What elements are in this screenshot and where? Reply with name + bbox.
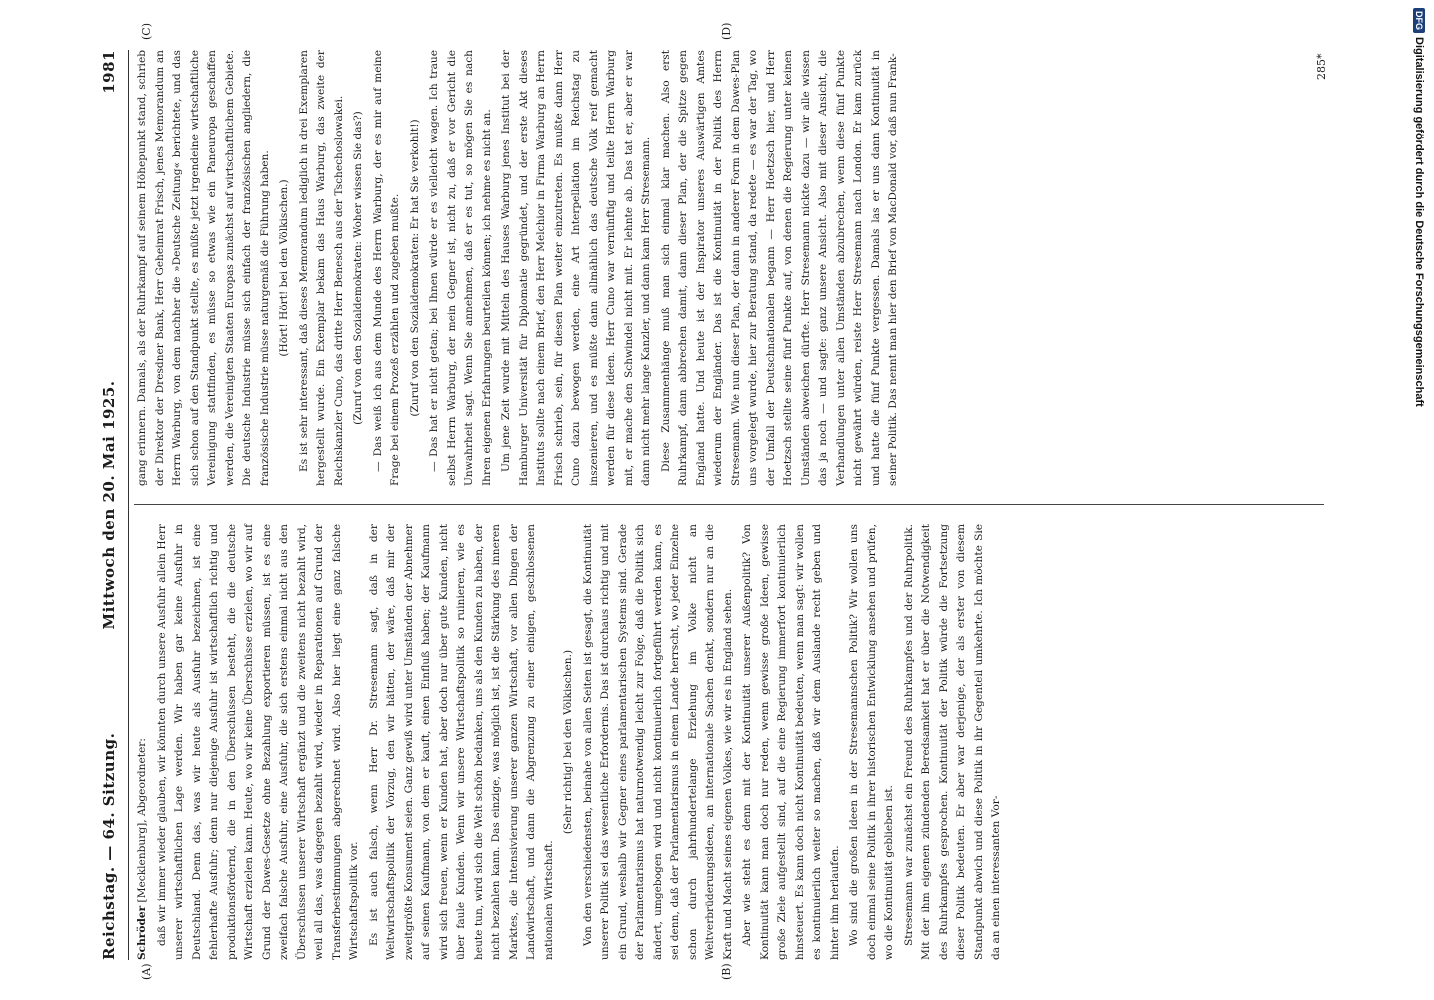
header-center: Mittwoch den 20. Mai 1925.	[100, 380, 118, 630]
margin-mark-a: (A)	[140, 963, 153, 980]
right-column	[134, 50, 905, 486]
margin-mark-d: (D)	[720, 22, 733, 40]
speaker-name: Schröder	[136, 905, 148, 960]
right-paragraph: gang erinnern. Damals, als der Ruhrkampf auf seinem Höhepunkt stand, schrieb der Direktor der Dresdner Bank, Herr Geheimrat Frisch, jenes Memorandum an Herrn Warburg, von dem nachher die »Deutsche Zeitung« berichtete, und das sich schon auf den Standpunkt stellte, es müßte jetzt irgendeine wirtschaftliche Vereinigung stattfinden, es müsse so etwas wie ein Paneuropa geschaffen werden, die Vereinigten Staaten Europas zunächst auf wirtschaftlichem Gebiete. Die deutsche Industrie müsse sich einfach der französischen angliedern, die französische Industrie müsse naturgemäß die Führung haben.	[136, 50, 271, 486]
margin-mark-b: (B)	[720, 963, 733, 980]
header-page-number: 1981	[100, 50, 118, 94]
right-interjection: (Hört! Hört! bei den Völkischen.)	[278, 179, 290, 357]
right-interjection: (Zuruf von den Sozialdemokraten: Er hat Sie verkohlt!)	[408, 119, 421, 417]
speaker-suffix: [Mecklenburg], Abgeordneter:	[136, 738, 148, 903]
footer-sheet-number: 285*	[1315, 53, 1328, 80]
right-paragraph: Es ist sehr interessant, daß dieses Memorandum lediglich in drei Exemplaren hergestellt wurde. Ein Exemplar bekam das Haus Warburg, das zweite der Reichskanzler Cuno, das dritte Herr Benesch aus der Tschechoslowakei.	[297, 50, 345, 486]
rotated-page	[100, 22, 1330, 980]
left-paragraph: Es ist auch falsch, wenn Herr Dr. Stresemann sagt, daß in der Weltwirtschaftspolitik der Vorzug, den wir hätten, der wäre, daß mir der zweitgrößte Konsument seien. Ganz gewiß wird unter Umständen der Abnehmer auf seinen Kaufmann, von dem er kauft, einen Einfluß haben; der Kaufmann wird sich freuen, wenn er Kunden hat, aber doch nur über gute Kunden, nicht über faule Kunden. Wenn wir unsere Wirtschaftspolitik so ruinieren, wie es heute tun, wird sich die Welt schön bedanken, uns als den Kunden zu haben, der nicht bezahlen kann. Das einzige, was möglich ist, ist die Stärkung des inneren Marktes, die Intensivierung unserer ganzen Wirtschaft, vor allen Dingen der Landwirtschaft, und dann die Abgrenzung zu einer einigen, geschlossenen nationalen Wirtschaft.	[367, 524, 555, 960]
left-column	[134, 524, 1008, 960]
digitization-credit	[1404, 0, 1434, 1000]
left-paragraph: Von den verschiedensten, beinahe von allen Seiten ist gesagt, die Kontinuität unserer Politik sei das wesentliche Erfordernis. Das ist durchaus richtig und mit ein Grund, weshalb wir Gegner eines parlamentarischen Systems sind. Gerade der Parlamentarismus hat naturnotwendig leicht zur Folge, daß die Politik sich ändert, umgebogen wird und nicht kontinuierlich fortgeführt werden kann, es sei denn, daß der Parlamentarismus in einem Lande herrscht, wo jeder Einzelne schon durch jahrhundertelange Erziehung im Volke nicht an Weltverbrüderungsideen, an internationale Sachen denkt, sondern nur an die Kraft und Macht seines eigenen Volkes, wie wir es in England sehen.	[581, 524, 734, 960]
left-paragraph: Wo sind die großen Ideen in der Stresemannschen Politik? Wir wollen uns doch einmal seine Politik in ihrer historischen Entwicklung ansehen und prüfen, wo die Kontinuität geblieben ist.	[848, 524, 895, 960]
right-paragraph: — Das hat er nicht getan; bei Ihnen würde er es vielleicht wagen. Ich traue selbst Herrn Warburg, der mein Gegner ist, nicht zu, daß er vor Gericht die Unwahrheit sagt. Wenn Sie annehmen, daß er es tut, so mögen Sie es nach Ihren eigenen Erfahrungen beurteilen können; ich nehme es nicht an.	[428, 50, 493, 486]
right-paragraph: Um jene Zeit wurde mit Mitteln des Hauses Warburg jenes Institut bei der Hamburger Universität für Diplomatie gegründet, und der erste Akt dieses Instituts sollte nach einem Brief, den Herr Melchior in Firma Warburg an Herrn Frisch schrieb, sein, für diesen Plan weiter einzutreten. Es mußte dann Herr Cuno dazu bewogen werden, eine Art Interpellation im Reichstag zu inszenieren, und es müßte dann allmählich das deutsche Volk reif gemacht werden für diese Ideen. Herr Cuno war vernünftig und teilte Herrn Warburg mit, er mache den Schwindel nicht mit. Er lehnte ab. Das tat er, aber er war dann nicht mehr lange Kanzler, und dann kam Herr Stresemann.	[500, 50, 652, 486]
margin-mark-c: (C)	[140, 23, 153, 40]
dfg-logo: DFG	[1413, 8, 1425, 33]
right-interjection: (Zuruf von den Sozialdemokraten: Woher wissen Sie das?)	[352, 111, 364, 425]
right-paragraph: Diese Zusammenhänge muß man sich einmal klar machen. Also erst Ruhrkampf, dann abbrechen damit, dann dieser Plan, der die Spitze gegen England hatte. Und heute ist der Inspirator unseres Auswärtigen Amtes wiederum der Engländer. Das ist die Kontinuität in der Politik des Herrn Stresemann. Wie nun dieser Plan, der dann in anderer Form in dem Dawes-Plan uns vorgelegt wurde, hier zur Beratung stand, da redete — es war der Tag, wo der Umfall der Deutschnationalen begann — Herr Hoetzsch hier, und Herr Hoetzsch stellte seine fünf Punkte auf, von denen die Regierung unter keinen Umständen abweichen dürfte. Herr Stresemann nickte dazu — wir alle wissen das ja noch — und sagte: ganz unsere Ansicht. Also mit dieser Ansicht, die Verhandlungen unter allen Umständen abzubrechen, wenn diese fünf Punkte nicht gewährt würden, reiste Herr Stresemann nach London. Er kam zurück und hatte die fünf Punkte vergessen. Damals las er uns dann Kontinuität in seiner Politik. Das nennt man hier den Brief von MacDonald vor, daß nun Frank-	[659, 50, 899, 486]
left-paragraph: daß wir immer wieder glauben, wir könnten durch unsere Ausfuhr allein Herr unserer wirtschaftlichen Lage werden. Wir haben gar keine Ausfuhr in Deutschland. Denn das, was wir heute als Ausfuhr bezeichnen, ist eine fehlerhafte Ausfuhr; denn nur diejenige Ausfuhr ist wirtschaftlich richtig und produktionsfördernd, die in den Überschüssen besteht, die die deutsche Wirtschaft erzielen kann. Heute, wo wir keine Überschüsse erzielen, wo wir auf Grund der Dawes-Gesetze ohne Bezahlung exportieren müssen, ist es eine zweifach falsche Ausfuhr, eine Ausfuhr, die sich erstens einmal nicht aus den Überschüssen unserer Wirtschaft ergänzt und die zweitens nicht bezahlt wird, weil all das, was dagegen bezahlt wird, wieder in Reparationen auf Grund der Transferbestimmungen abgerechnet wird. Also hier liegt eine ganz falsche Wirtschaftspolitik vor.	[155, 524, 360, 960]
speaker-line	[134, 524, 152, 960]
left-interjection: (Sehr richtig! bei den Völkischen.)	[562, 649, 574, 835]
left-paragraph: Stresemann war zunächst ein Freund des Ruhrkampfes und der Ruhrpolitik. Mit der ihm eigenen zündenden Beredsamkeit hat er über die Notwendigkeit des Ruhrkampfes gesprochen. Kontinuität der Politik würde die Fortsetzung dieser Politik bedeuten. Er aber war derjenige, der als erster von diesem Standpunkt abwich und diese Politik in ihr Gegenteil umkehrte. Ich möchte Sie da an einen interessanten Vor-	[902, 524, 1002, 960]
credit-text: Digitalisierung gefördert durch die Deutsche Forschungsgemeinschaft	[1413, 37, 1425, 407]
column-separator	[134, 504, 1324, 505]
header-left: Reichstag. — 64. Sitzung.	[100, 732, 118, 960]
left-paragraph: Aber wie steht es denn mit der Kontinuität unserer Außenpolitik? Von Kontinuität kann man doch nur reden, wenn gewisse große Ideen, gewisse große Ziele aufgestellt sind, auf die eine Regierung immerfort kontinuierlich hinsteuert. Es kann doch nicht Kontinuität bedeuten, wenn man sagt: wir wollen es kontinuierlich weiter so machen, daß wir dem Auslande recht geben und hinter ihm herlaufen.	[741, 524, 841, 960]
right-paragraph: — Das weiß ich aus dem Munde des Herrn Warburg, der es mir auf meine Frage bei einem Prozeß erzählen und zugeben mußte.	[371, 50, 401, 486]
header-rule	[128, 50, 129, 960]
